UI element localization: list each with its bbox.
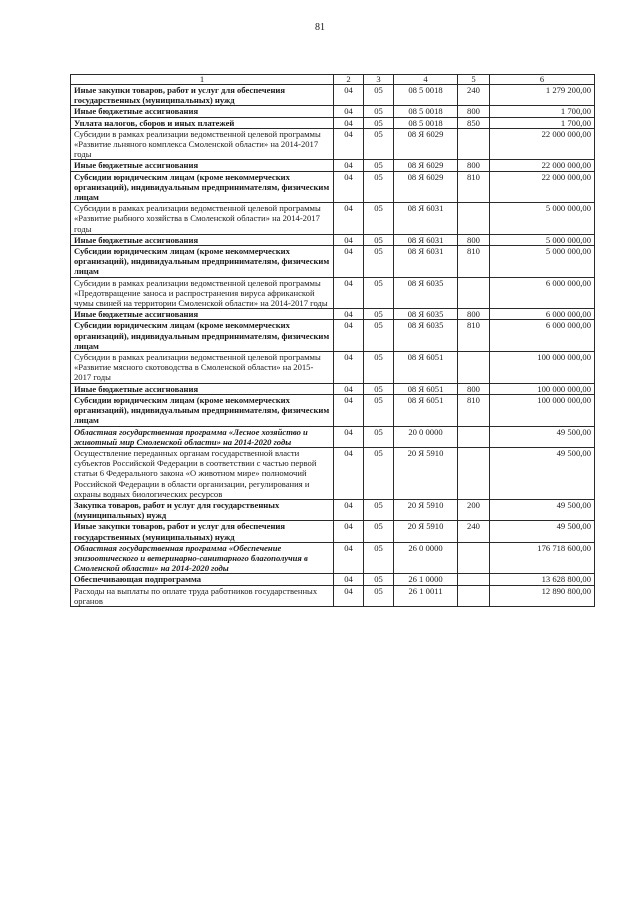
row-subsection: 05 bbox=[364, 585, 394, 606]
row-section: 04 bbox=[334, 426, 364, 447]
row-section: 04 bbox=[334, 160, 364, 171]
row-amount: 5 000 000,00 bbox=[490, 234, 595, 245]
row-name: Субсидии юридическим лицам (кроме некоммерческих организаций), индивидуальным предпринимателям, физическим лицам bbox=[71, 246, 334, 278]
row-target-code: 08 Я 6029 bbox=[394, 128, 458, 160]
row-target-code: 20 Я 5910 bbox=[394, 521, 458, 542]
row-expense-type bbox=[458, 585, 490, 606]
table-row bbox=[71, 117, 595, 128]
table-row bbox=[71, 426, 595, 447]
table-row bbox=[71, 85, 595, 106]
budget-table bbox=[70, 74, 595, 607]
row-expense-type bbox=[458, 277, 490, 309]
row-name: Иные бюджетные ассигнования bbox=[71, 383, 334, 394]
row-amount: 49 500,00 bbox=[490, 499, 595, 520]
row-target-code: 08 5 0018 bbox=[394, 106, 458, 117]
row-expense-type: 850 bbox=[458, 117, 490, 128]
row-name: Областная государственная программа «Лесное хозяйство и животный мир Смоленской области» на 2014-2020 годы bbox=[71, 426, 334, 447]
row-subsection: 05 bbox=[364, 171, 394, 203]
row-section: 04 bbox=[334, 85, 364, 106]
table-row bbox=[71, 128, 595, 160]
row-expense-type: 800 bbox=[458, 106, 490, 117]
header-row bbox=[71, 75, 595, 85]
row-section: 04 bbox=[334, 447, 364, 499]
row-section: 04 bbox=[334, 320, 364, 352]
row-target-code: 08 Я 6035 bbox=[394, 277, 458, 309]
row-target-code: 26 0 0000 bbox=[394, 542, 458, 574]
row-name: Обеспечивающая подпрограмма bbox=[71, 574, 334, 585]
row-amount: 5 000 000,00 bbox=[490, 203, 595, 235]
row-expense-type bbox=[458, 574, 490, 585]
table-row bbox=[71, 383, 595, 394]
row-amount: 1 279 200,00 bbox=[490, 85, 595, 106]
column-header: 2 bbox=[334, 75, 364, 85]
row-name: Иные бюджетные ассигнования bbox=[71, 160, 334, 171]
row-target-code: 08 Я 6031 bbox=[394, 246, 458, 278]
row-name: Субсидии в рамках реализации ведомственной целевой программы «Развитие рыбного хозяйства в Смоленской области» на 2014-2017 годы bbox=[71, 203, 334, 235]
row-subsection: 05 bbox=[364, 85, 394, 106]
row-target-code: 08 Я 6029 bbox=[394, 171, 458, 203]
row-subsection: 05 bbox=[364, 394, 394, 426]
row-target-code: 08 5 0018 bbox=[394, 85, 458, 106]
row-expense-type bbox=[458, 426, 490, 447]
row-amount: 22 000 000,00 bbox=[490, 128, 595, 160]
column-header: 4 bbox=[394, 75, 458, 85]
row-subsection: 05 bbox=[364, 309, 394, 320]
row-section: 04 bbox=[334, 585, 364, 606]
row-name: Субсидии юридическим лицам (кроме некоммерческих организаций), индивидуальным предпринимателям, физическим лицам bbox=[71, 171, 334, 203]
row-expense-type: 240 bbox=[458, 85, 490, 106]
row-amount: 100 000 000,00 bbox=[490, 383, 595, 394]
row-section: 04 bbox=[334, 309, 364, 320]
row-target-code: 08 Я 6029 bbox=[394, 160, 458, 171]
table-row bbox=[71, 352, 595, 384]
table-row bbox=[71, 585, 595, 606]
table-row bbox=[71, 542, 595, 574]
row-amount: 49 500,00 bbox=[490, 426, 595, 447]
table-row bbox=[71, 160, 595, 171]
row-target-code: 20 Я 5910 bbox=[394, 499, 458, 520]
row-amount: 1 700,00 bbox=[490, 106, 595, 117]
row-subsection: 05 bbox=[364, 521, 394, 542]
row-subsection: 05 bbox=[364, 203, 394, 235]
row-name: Уплата налогов, сборов и иных платежей bbox=[71, 117, 334, 128]
row-subsection: 05 bbox=[364, 160, 394, 171]
row-amount: 22 000 000,00 bbox=[490, 160, 595, 171]
row-target-code: 20 Я 5910 bbox=[394, 447, 458, 499]
row-expense-type bbox=[458, 203, 490, 235]
row-name: Субсидии в рамках реализации ведомственной целевой программы «Развитие льняного комплекса Смоленской области» на 2014-2017 годы bbox=[71, 128, 334, 160]
table-row bbox=[71, 309, 595, 320]
page-number: 81 bbox=[315, 22, 325, 33]
row-expense-type: 200 bbox=[458, 499, 490, 520]
row-amount: 100 000 000,00 bbox=[490, 394, 595, 426]
table-row bbox=[71, 203, 595, 235]
row-expense-type: 800 bbox=[458, 309, 490, 320]
row-section: 04 bbox=[334, 383, 364, 394]
row-expense-type: 810 bbox=[458, 394, 490, 426]
row-target-code: 08 Я 6035 bbox=[394, 309, 458, 320]
row-subsection: 05 bbox=[364, 499, 394, 520]
row-subsection: 05 bbox=[364, 320, 394, 352]
row-section: 04 bbox=[334, 234, 364, 245]
column-header: 6 bbox=[490, 75, 595, 85]
row-subsection: 05 bbox=[364, 542, 394, 574]
row-section: 04 bbox=[334, 106, 364, 117]
row-expense-type: 800 bbox=[458, 234, 490, 245]
row-name: Иные закупки товаров, работ и услуг для обеспечения государственных (муниципальных) нужд bbox=[71, 521, 334, 542]
row-name: Осуществление переданных органам государственной власти субъектов Российской Федерации в соответствии с частью первой статьи 6 Федерального закона «О животном мире» полномочий Российской Федерации в области организации, регулирования и охраны водных биологических ресурсов bbox=[71, 447, 334, 499]
table-row bbox=[71, 234, 595, 245]
row-name: Субсидии юридическим лицам (кроме некоммерческих организаций), индивидуальным предпринимателям, физическим лицам bbox=[71, 320, 334, 352]
row-section: 04 bbox=[334, 521, 364, 542]
row-amount: 6 000 000,00 bbox=[490, 309, 595, 320]
row-section: 04 bbox=[334, 203, 364, 235]
row-subsection: 05 bbox=[364, 447, 394, 499]
row-target-code: 08 Я 6035 bbox=[394, 320, 458, 352]
row-amount: 49 500,00 bbox=[490, 447, 595, 499]
row-amount: 5 000 000,00 bbox=[490, 246, 595, 278]
row-name: Закупка товаров, работ и услуг для государственных (муниципальных) нужд bbox=[71, 499, 334, 520]
row-name: Субсидии юридическим лицам (кроме некоммерческих организаций), индивидуальным предпринимателям, физическим лицам bbox=[71, 394, 334, 426]
row-target-code: 08 Я 6031 bbox=[394, 234, 458, 245]
row-expense-type: 810 bbox=[458, 171, 490, 203]
row-subsection: 05 bbox=[364, 426, 394, 447]
row-target-code: 08 Я 6031 bbox=[394, 203, 458, 235]
row-amount: 6 000 000,00 bbox=[490, 277, 595, 309]
row-section: 04 bbox=[334, 277, 364, 309]
table-row bbox=[71, 394, 595, 426]
row-name: Субсидии в рамках реализации ведомственной целевой программы «Развитие мясного скотоводства в Смоленской области» на 2015-2017 годы bbox=[71, 352, 334, 384]
row-name: Иные бюджетные ассигнования bbox=[71, 309, 334, 320]
row-name: Областная государственная программа «Обеспечение эпизоотического и ветеринарно-санитарного благополучия в Смоленской области» на 2014-2020 годы bbox=[71, 542, 334, 574]
row-subsection: 05 bbox=[364, 234, 394, 245]
row-amount: 176 718 600,00 bbox=[490, 542, 595, 574]
row-target-code: 26 1 0011 bbox=[394, 585, 458, 606]
column-header: 1 bbox=[71, 75, 334, 85]
row-name: Иные бюджетные ассигнования bbox=[71, 106, 334, 117]
row-expense-type: 810 bbox=[458, 246, 490, 278]
row-expense-type: 800 bbox=[458, 383, 490, 394]
row-name: Расходы на выплаты по оплате труда работников государственных органов bbox=[71, 585, 334, 606]
column-header: 5 bbox=[458, 75, 490, 85]
row-target-code: 08 5 0018 bbox=[394, 117, 458, 128]
row-subsection: 05 bbox=[364, 106, 394, 117]
table-row bbox=[71, 320, 595, 352]
row-name: Иные закупки товаров, работ и услуг для обеспечения государственных (муниципальных) нужд bbox=[71, 85, 334, 106]
row-subsection: 05 bbox=[364, 277, 394, 309]
row-subsection: 05 bbox=[364, 352, 394, 384]
row-amount: 12 890 800,00 bbox=[490, 585, 595, 606]
table-row bbox=[71, 171, 595, 203]
row-amount: 49 500,00 bbox=[490, 521, 595, 542]
row-subsection: 05 bbox=[364, 383, 394, 394]
row-section: 04 bbox=[334, 394, 364, 426]
row-expense-type bbox=[458, 542, 490, 574]
row-expense-type bbox=[458, 352, 490, 384]
row-name: Иные бюджетные ассигнования bbox=[71, 234, 334, 245]
row-target-code: 08 Я 6051 bbox=[394, 394, 458, 426]
row-section: 04 bbox=[334, 352, 364, 384]
table-row bbox=[71, 277, 595, 309]
row-section: 04 bbox=[334, 542, 364, 574]
row-subsection: 05 bbox=[364, 574, 394, 585]
row-section: 04 bbox=[334, 246, 364, 278]
row-section: 04 bbox=[334, 171, 364, 203]
table-row bbox=[71, 246, 595, 278]
row-expense-type bbox=[458, 447, 490, 499]
row-amount: 22 000 000,00 bbox=[490, 171, 595, 203]
table-row bbox=[71, 521, 595, 542]
row-subsection: 05 bbox=[364, 128, 394, 160]
row-target-code: 08 Я 6051 bbox=[394, 383, 458, 394]
row-amount: 1 700,00 bbox=[490, 117, 595, 128]
table-row bbox=[71, 106, 595, 117]
row-section: 04 bbox=[334, 574, 364, 585]
row-expense-type bbox=[458, 128, 490, 160]
table-row bbox=[71, 574, 595, 585]
row-amount: 13 628 800,00 bbox=[490, 574, 595, 585]
row-amount: 6 000 000,00 bbox=[490, 320, 595, 352]
row-amount: 100 000 000,00 bbox=[490, 352, 595, 384]
row-expense-type: 240 bbox=[458, 521, 490, 542]
row-expense-type: 810 bbox=[458, 320, 490, 352]
row-subsection: 05 bbox=[364, 117, 394, 128]
column-header: 3 bbox=[364, 75, 394, 85]
table-row bbox=[71, 499, 595, 520]
row-name: Субсидии в рамках реализации ведомственной целевой программы «Предотвращение заноса и распространения вируса африканской чумы свиней на территории Смоленской области» на 2014-2017 годы bbox=[71, 277, 334, 309]
row-section: 04 bbox=[334, 117, 364, 128]
row-target-code: 20 0 0000 bbox=[394, 426, 458, 447]
row-expense-type: 800 bbox=[458, 160, 490, 171]
row-target-code: 26 1 0000 bbox=[394, 574, 458, 585]
row-section: 04 bbox=[334, 128, 364, 160]
table-row bbox=[71, 447, 595, 499]
row-section: 04 bbox=[334, 499, 364, 520]
row-subsection: 05 bbox=[364, 246, 394, 278]
row-target-code: 08 Я 6051 bbox=[394, 352, 458, 384]
